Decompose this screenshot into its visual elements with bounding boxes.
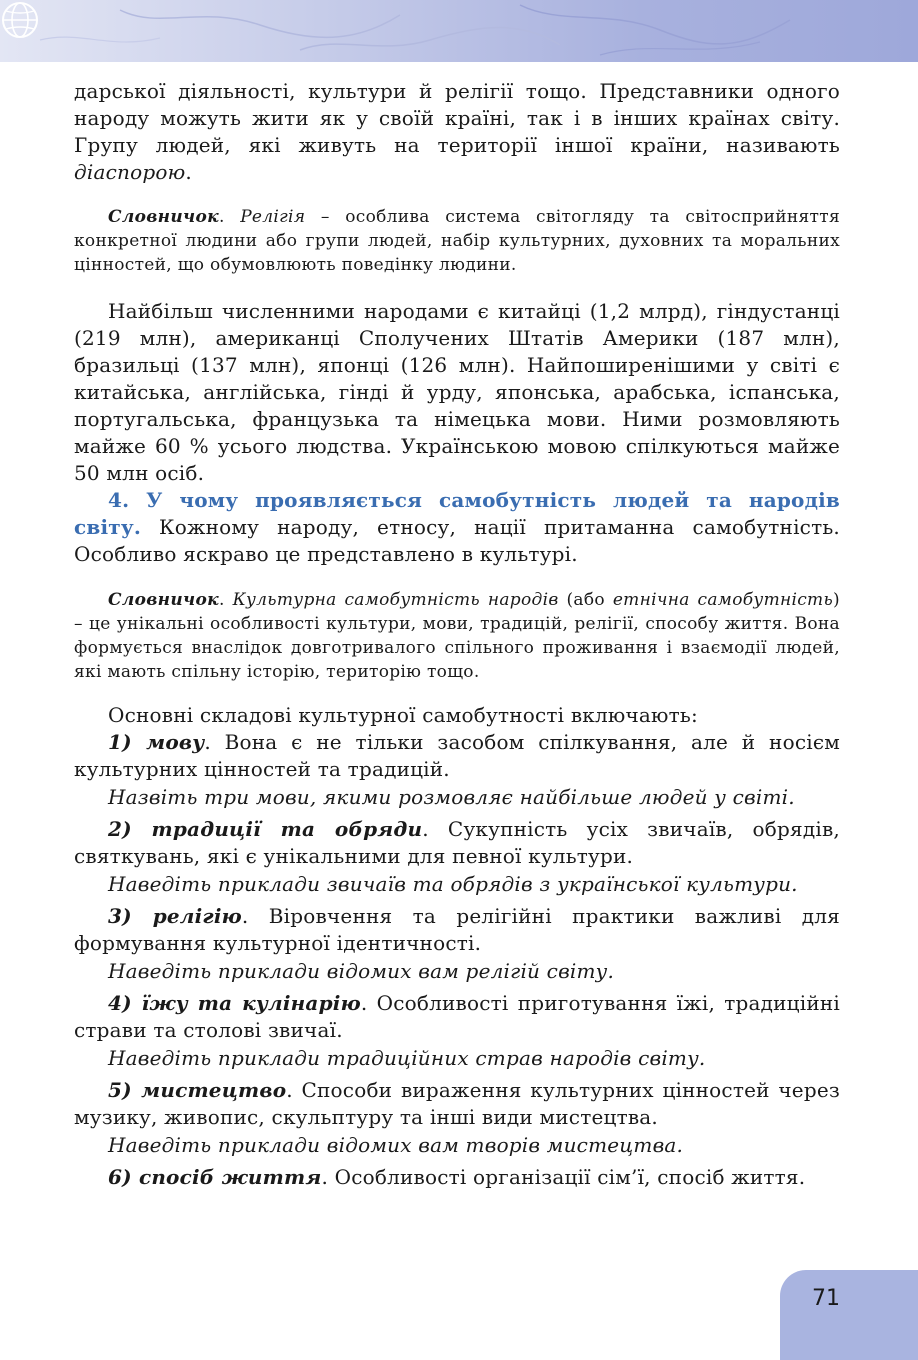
component-label: 1) мову	[108, 730, 205, 754]
component-label: 4) їжу та кулінарію	[108, 991, 361, 1015]
header-band	[0, 0, 918, 62]
component-text	[74, 1077, 840, 1131]
punctuation: .	[241, 904, 249, 928]
component-description: Сукупність усіх звичаїв, обрядів, святкувань, які є унікальними для певної культури.	[74, 817, 840, 868]
punctuation: .	[185, 160, 192, 184]
component-description: Способи вираження культурних цінностей через музику, живопис, скульптуру та інші види мистецтва.	[74, 1078, 840, 1129]
glossary-term-alt: етнічна самобутність	[612, 590, 834, 610]
component-label: 2) традиції та обряди	[108, 817, 423, 841]
glossary-text: – особлива система світогляду та світосприйняття конкретної людини або групи людей, набір культурних, духовних та моральних цінностей, що обумовлюють поведінку людини.	[74, 207, 840, 275]
component-question: Наведіть приклади відомих вам релігій світу.	[108, 959, 615, 983]
section-heading: 4. У чому проявляється самобутність людей та народів світу.	[74, 488, 840, 539]
glossary-label: Словничок	[108, 207, 219, 227]
component-label: 5) мистецтво	[108, 1078, 287, 1102]
list-item	[74, 1164, 840, 1191]
list-item	[74, 729, 840, 811]
component-description: Особливості приготування їжі, традиційні страви та столові звичаї.	[74, 991, 840, 1042]
paragraph-text: дарської діяльності, культури й релігії тощо. Представники одного народу можуть жити як у своїй країні, так і в інших країнах світу. Групу людей, які живуть на території іншої країни, називають	[74, 79, 840, 157]
list-item	[74, 903, 840, 985]
component-text	[74, 729, 840, 783]
component-description: Віровчення та релігійні практики важливі для формування культурної ідентичності.	[74, 904, 841, 955]
components-intro: Основні складові культурної самобутності включають:	[108, 703, 698, 727]
glossary-term: Культурна самобутність народів	[232, 590, 559, 610]
components-list	[74, 729, 840, 1191]
component-text	[74, 990, 840, 1044]
component-question: Назвіть три мови, якими розмовляє найбільше людей у світі.	[108, 785, 795, 809]
component-question: Наведіть приклади відомих вам творів мистецтва.	[108, 1133, 684, 1157]
component-question: Наведіть приклади традиційних страв народів світу.	[108, 1046, 706, 1070]
page-number-tab	[780, 1270, 918, 1360]
component-question: Наведіть приклади звичаїв та обрядів з української культури.	[108, 872, 798, 896]
glossary-religion	[74, 205, 840, 277]
component-label: 6) спосіб життя	[108, 1165, 322, 1189]
section-4	[74, 487, 840, 568]
list-item	[74, 990, 840, 1072]
punctuation: .	[422, 817, 429, 841]
glossary-label: Словничок	[108, 590, 219, 610]
list-item	[74, 1077, 840, 1159]
punctuation: .	[286, 1078, 293, 1102]
punctuation: (або	[558, 590, 613, 610]
component-label: 3) релігію	[108, 904, 242, 928]
component-text	[74, 816, 840, 870]
glossary-identity	[74, 588, 840, 684]
component-text	[74, 1164, 840, 1191]
paragraph-diaspora	[74, 78, 840, 186]
paragraph-peoples: Найбільш численними народами є китайці (1,2 млрд), гіндустанці (219 млн), американці Сполучених Штатів Америки (187 млн), бразильці (137 млн), японці (126 млн). Найпоширенішими у світі є китайська, англійська, гінді й урду, японська, арабська, іспанська, португальська, французька та німецька мови. Ними розмовляють майже 60 % усього людства. Українською мовою спілкуються майже 50 млн осіб.	[74, 299, 840, 485]
page-number: 71	[812, 1286, 840, 1311]
page-content	[74, 78, 840, 1191]
punctuation: .	[204, 730, 211, 754]
list-item	[74, 816, 840, 898]
component-description: Особливості організації сім’ї, спосіб життя.	[328, 1165, 806, 1189]
component-description: Вона є не тільки засобом спілкування, але й носієм культурних цінностей та традицій.	[74, 730, 840, 781]
section-text: Кожному народу, етносу, нації притаманна самобутність. Особливо яскраво це представлено в культурі.	[74, 515, 840, 566]
glossary-term: Релігія	[240, 207, 306, 227]
globe-icon	[0, 0, 40, 40]
punctuation: .	[360, 991, 368, 1015]
map-decoration	[0, 0, 918, 62]
component-text	[74, 903, 840, 957]
term-diaspora: діаспорою	[74, 160, 186, 184]
punctuation: .	[218, 207, 241, 227]
punctuation: .	[218, 590, 233, 610]
glossary-text: ) – це унікальні особливості культури, мови, традицій, релігії, способу життя. Вона формується внаслідок довготривалого спільного проживання і взаємодії людей, які мають спільну історію, територію тощо.	[74, 590, 840, 682]
punctuation: .	[321, 1165, 329, 1189]
